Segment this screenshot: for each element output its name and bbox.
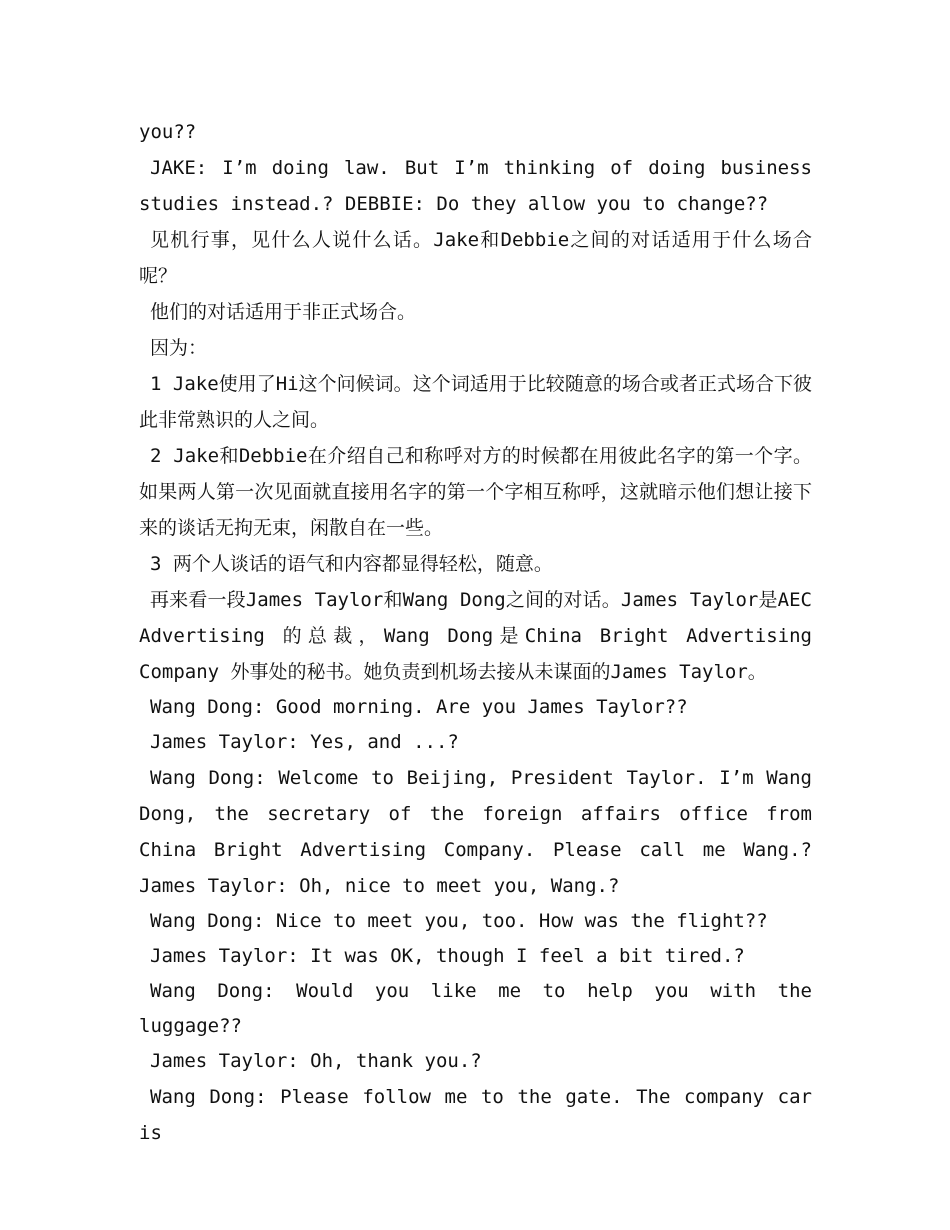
document-body <box>139 114 812 1151</box>
paragraph-reason-1: 1 Jake使用了Hi这个问候词。这个词适用于比较随意的场合或者正式场合下彼此非常熟识的人之间。 <box>139 373 812 431</box>
paragraph-because: 因为： <box>150 337 208 359</box>
dialogue-line: Wang Dong: Welcome to Beijing, President Taylor. I’m Wang Dong, the secretary of the foreign affairs office from China Bright Advertising Company. Please call me Wang.? James Taylor: Oh, nice to meet you, Wang.? <box>139 767 812 897</box>
paragraph-continuation: you?? <box>139 121 197 143</box>
paragraph-reason-2: 2 Jake和Debbie在介绍自己和称呼对方的时候都在用彼此名字的第一个字。如果两人第一次见面就直接用名字的第一个字相互称呼，这就暗示他们想让接下来的谈话无拘无束，闲散自在一些。 <box>139 445 812 539</box>
dialogue-line: James Taylor: Oh, thank you.? <box>150 1050 482 1072</box>
dialogue-line: Wang Dong: Good morning. Are you James Taylor?? <box>150 696 688 718</box>
paragraph-answer: 他们的对话适用于非正式场合。 <box>150 301 417 323</box>
paragraph-jake-debbie-dialogue: JAKE: I’m doing law. But I’m thinking of doing business studies instead.? DEBBIE: Do they allow you to change?? <box>139 157 812 215</box>
dialogue-line: James Taylor: Yes, and ...? <box>150 731 459 753</box>
paragraph-reason-3: 3 两个人谈话的语气和内容都显得轻松，随意。 <box>150 553 553 575</box>
dialogue-line: Wang Dong: Please follow me to the gate. The company car is <box>139 1086 812 1144</box>
dialogue-line: Wang Dong: Would you like me to help you with the luggage?? <box>139 980 812 1037</box>
dialogue-line: Wang Dong: Nice to meet you, too. How was the flight?? <box>150 910 768 932</box>
paragraph-question: 见机行事，见什么人说什么话。Jake和Debbie之间的对话适用于什么场合呢？ <box>139 229 812 287</box>
dialogue-line: James Taylor: It was OK, though I feel a bit tired.? <box>150 945 745 967</box>
paragraph-intro-second-dialogue: 再来看一段James Taylor和Wang Dong之间的对话。James Taylor是AEC Advertising 的总裁，Wang Dong是China Bright Advertising Company 外事处的秘书。她负责到机场去接从未谋面的James Taylor。 <box>139 589 812 683</box>
